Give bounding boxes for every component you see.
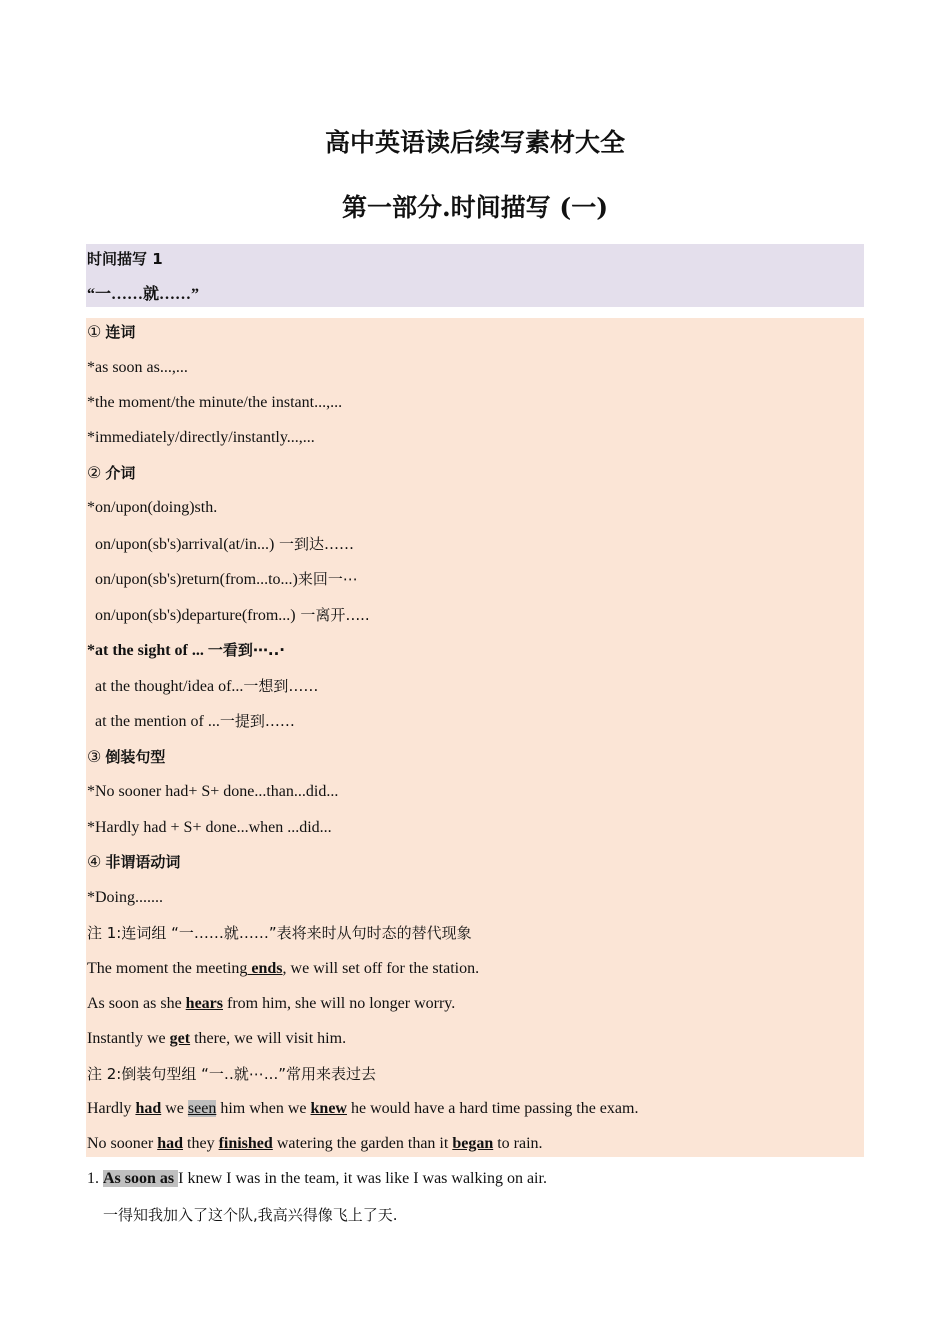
sentence-part: there, we will visit him. xyxy=(190,1030,347,1047)
text-cn: 一离开‥... xyxy=(295,606,370,624)
sentence-part: him when we xyxy=(216,1100,311,1117)
emphasized-verb: finished xyxy=(218,1135,273,1152)
section-heading-nonfinite xyxy=(87,852,180,873)
text-line: *Hardly had + S+ done...when ...did... xyxy=(87,819,332,836)
sentence-part: he would have a hard time passing the exam. xyxy=(346,1100,639,1117)
note-line: 注 2:倒装句型组 “一‥就⋯...”常用来表过去 xyxy=(87,1065,376,1083)
block-heading: 时间描写 1 xyxy=(87,250,163,268)
text-line: *the moment/the minute/the instant...,... xyxy=(87,394,343,411)
sentence-part: we xyxy=(161,1100,188,1117)
text-line xyxy=(95,711,295,732)
section-title: 第一部分.时间描写 (一) xyxy=(341,193,609,222)
text-cn: 一提到…… xyxy=(219,712,295,730)
text-en: on/upon(sb's)departure(from...) xyxy=(95,607,296,624)
emphasized-verb: knew xyxy=(310,1100,347,1117)
text-line: *as soon as...,... xyxy=(87,359,188,376)
section-number: ④ xyxy=(87,854,102,871)
sentence-part: to rain. xyxy=(493,1135,543,1152)
section-number: ① xyxy=(87,324,102,341)
text-en: on/upon(sb's)arrival(at/in...) xyxy=(95,536,275,553)
text-line xyxy=(95,676,318,697)
text-line: *Doing....... xyxy=(87,889,163,906)
section-heading-label: 介词 xyxy=(105,464,136,482)
text-en: *at the sight of ... xyxy=(87,642,208,659)
note-line: 注 1:连词组 “一……就……”表将来时从句时态的替代现象 xyxy=(87,924,472,942)
highlighted-verb: seen xyxy=(187,1100,217,1117)
text-line: *on/upon(doing)sth. xyxy=(87,499,218,516)
sentence-part: they xyxy=(183,1135,219,1152)
document-title: 高中英语读后续写素材大全 xyxy=(324,128,625,157)
emphasized-verb: ends xyxy=(247,960,283,977)
text-line: *immediately/directly/instantly...,... xyxy=(87,429,315,446)
example-item xyxy=(87,1169,547,1189)
text-cn: 一想到…… xyxy=(243,677,319,695)
sentence-part: The moment the meeting xyxy=(87,960,248,977)
text-en: at the thought/idea of... xyxy=(95,678,244,695)
emphasized-verb: had xyxy=(135,1100,162,1117)
section-heading-inversion xyxy=(87,747,165,768)
section-heading-label: 非谓语动词 xyxy=(105,853,181,871)
example-translation: 一得知我加入了这个队,我高兴得像飞上了天. xyxy=(103,1206,398,1224)
sentence-part: No sooner xyxy=(87,1135,158,1152)
text-cn: 一到达…… xyxy=(274,535,355,553)
highlighted-phrase: As soon as xyxy=(103,1170,179,1187)
sentence-part: Instantly we xyxy=(87,1030,170,1047)
text-line xyxy=(95,605,370,626)
emphasized-verb: get xyxy=(169,1030,191,1047)
block-subheading: “一……就……” xyxy=(87,286,200,303)
text-en: on/upon(sb's)return(from...to...) xyxy=(95,571,298,588)
text-line xyxy=(95,569,358,590)
example-sentence xyxy=(87,1134,543,1154)
example-sentence xyxy=(87,959,479,979)
sentence-part: As soon as she xyxy=(87,995,186,1012)
sentence-part: I knew I was in the team, it was like I was walking on air. xyxy=(178,1170,547,1187)
sentence-part: Hardly xyxy=(87,1100,136,1117)
section-heading-conjunctions xyxy=(87,322,135,343)
section-heading-prepositions xyxy=(87,463,135,484)
section-heading-label: 连词 xyxy=(105,323,136,341)
emphasized-verb: hears xyxy=(185,995,223,1012)
emphasized-verb: began xyxy=(452,1135,494,1152)
sentence-part: , we will set off for the station. xyxy=(282,960,480,977)
text-cn: 来回一⋯ xyxy=(297,570,358,588)
item-number: 1. xyxy=(87,1170,103,1187)
emphasized-verb: had xyxy=(157,1135,184,1152)
example-sentence xyxy=(87,1029,346,1049)
text-line xyxy=(95,534,354,555)
sentence-part: from him, she will no longer worry. xyxy=(223,995,456,1012)
section-heading-label: 倒装句型 xyxy=(105,748,166,766)
example-sentence xyxy=(87,1099,638,1119)
section-number: ③ xyxy=(87,749,102,766)
text-en: at the mention of ... xyxy=(95,713,220,730)
header-band xyxy=(86,244,864,307)
example-sentence xyxy=(87,994,455,1014)
text-line: *No sooner had+ S+ done...than...did... xyxy=(87,783,339,800)
text-line xyxy=(87,640,285,661)
section-number: ② xyxy=(87,465,102,482)
sentence-part: watering the garden than it xyxy=(272,1135,453,1152)
text-cn: 一看到⋯..· xyxy=(207,641,285,659)
